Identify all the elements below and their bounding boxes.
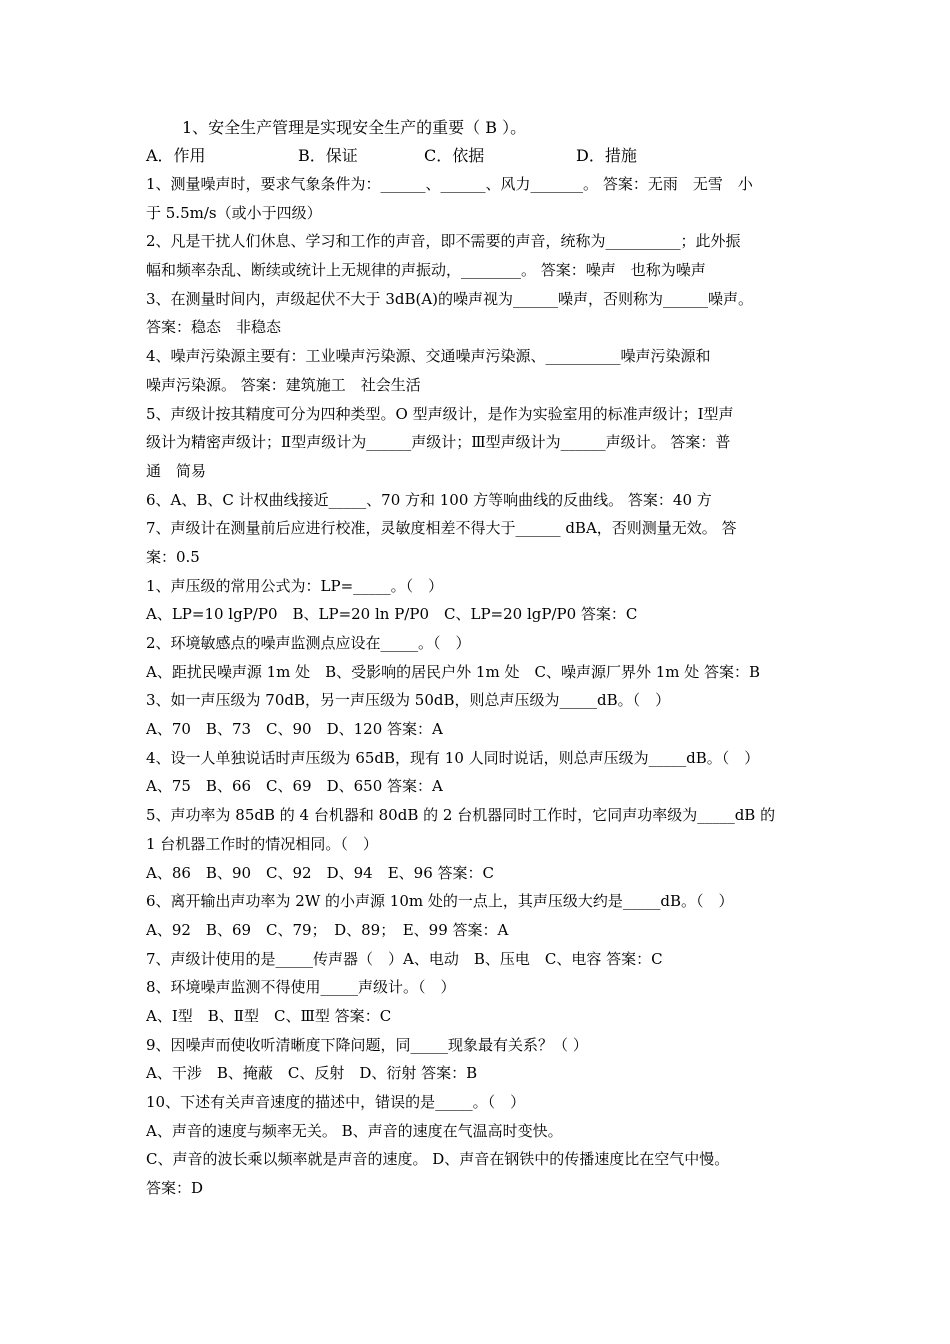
text-line: 3、在测量时间内，声级起伏不大于 3dB(A)的噪声视为______噪声，否则称为______噪声。 [146, 289, 754, 308]
text-line: A、声音的速度与频率无关。 B、声音的速度在气温高时变快。 [146, 1121, 563, 1140]
text-line: 幅和频率杂乱、断续或统计上无规律的声振动，________。 答案：噪声 也称为噪声 [146, 261, 706, 280]
text-line: A、距扰民噪声源 1m 处 B、受影响的居民户外 1m 处 C、噪声源厂界外 1m 处 答案：B [146, 662, 761, 681]
text-line: 9、因噪声而使收听清晰度下降问题，同_____现象最有关系？（ ） [146, 1035, 588, 1054]
text-line: 2、环境敏感点的噪声监测点应设在_____。（ ） [146, 634, 471, 652]
text-line: 4、噪声污染源主要有：工业噪声污染源、交通噪声污染源、__________噪声污染源和 [146, 347, 711, 366]
document-page [146, 114, 810, 1203]
text-line: A、75 B、66 C、69 D、650 答案：A [146, 777, 443, 796]
text-line: 4、设一人单独说话时声压级为 65dB，现有 10 人同时说话，则总声压级为_____dB。（ ） [146, 748, 760, 767]
header-options [146, 142, 810, 170]
text-line: 答案：D [146, 1179, 204, 1198]
question-lines [146, 170, 810, 1203]
text-line: A、92 B、69 C、79； D、89； E、99 答案：A [146, 920, 509, 939]
option-a: A．作用 [146, 146, 206, 165]
text-line: 于 5.5m/s（或小于四级） [146, 203, 322, 222]
text-line: 7、声级计使用的是_____传声器（ ）A、电动 B、压电 C、电容 答案：C [146, 949, 663, 968]
text-line: 6、A、B、C 计权曲线接近_____、70 方和 100 方等响曲线的反曲线。 答案：40 方 [146, 490, 712, 509]
text-line: 7、声级计在测量前后应进行校准，灵敏度相差不得大于______ dBA，否则测量无效。 答 [146, 519, 737, 538]
text-line: 5、声功率为 85dB 的 4 台机器和 80dB 的 2 台机器同时工作时，它同声功率级为_____dB 的 [146, 806, 776, 825]
text-line: 5、声级计按其精度可分为四种类型。O 型声级计，是作为实验室用的标准声级计；Ⅰ型声 [146, 404, 734, 423]
text-line: 1、测量噪声时，要求气象条件为：______、______、风力_______。 答案：无雨 无雪 小 [146, 175, 753, 193]
text-line: 级计为精密声级计；Ⅱ型声级计为______声级计；Ⅲ型声级计为______声级计。 答案：普 [146, 433, 731, 452]
text-line: 案：0.5 [146, 547, 200, 566]
text-line: A、Ⅰ型 B、Ⅱ型 C、Ⅲ型 答案：C [146, 1006, 392, 1025]
text-line: 3、如一声压级为 70dB，另一声压级为 50dB，则总声压级为_____dB。（ ） [146, 691, 671, 710]
text-line: 8、环境噪声监测不得使用_____声级计。（ ） [146, 978, 456, 997]
option-c: C．依据 [424, 146, 485, 165]
header-question: 1、安全生产管理是实现安全生产的重要（ B ）。 [182, 118, 527, 137]
text-line: A、LP=10 lgP/P0 B、LP=20 ln P/P0 C、LP=20 lgP/P0 答案：C [146, 605, 638, 624]
text-line: 6、离开输出声功率为 2W 的小声源 10m 处的一点上，其声压级大约是_____dB。（ ） [146, 892, 734, 911]
text-line: 通 简易 [146, 461, 207, 480]
text-line: 10、下述有关声音速度的描述中，错误的是_____。（ ） [146, 1093, 526, 1111]
text-line: C、声音的波长乘以频率就是声音的速度。 D、声音在钢铁中的传播速度比在空气中慢。 [146, 1150, 730, 1169]
text-line: 1、声压级的常用公式为：LP=_____。（ ） [146, 576, 444, 595]
option-b: B．保证 [298, 146, 358, 165]
option-d: D．措施 [576, 146, 637, 165]
text-line: A、干涉 B、掩蔽 C、反射 D、衍射 答案：B [146, 1064, 478, 1083]
text-line: 1 台机器工作时的情况相同。（ ） [146, 834, 378, 853]
text-line: A、70 B、73 C、90 D、120 答案：A [146, 720, 443, 739]
text-line: 答案：稳态 非稳态 [146, 318, 282, 337]
text-line: 2、凡是干扰人们休息、学习和工作的声音，即不需要的声音，统称为__________；此外振 [146, 232, 741, 251]
text-line: A、86 B、90 C、92 D、94 E、96 答案：C [146, 863, 494, 882]
text-line: 噪声污染源。 答案：建筑施工 社会生活 [146, 375, 421, 394]
